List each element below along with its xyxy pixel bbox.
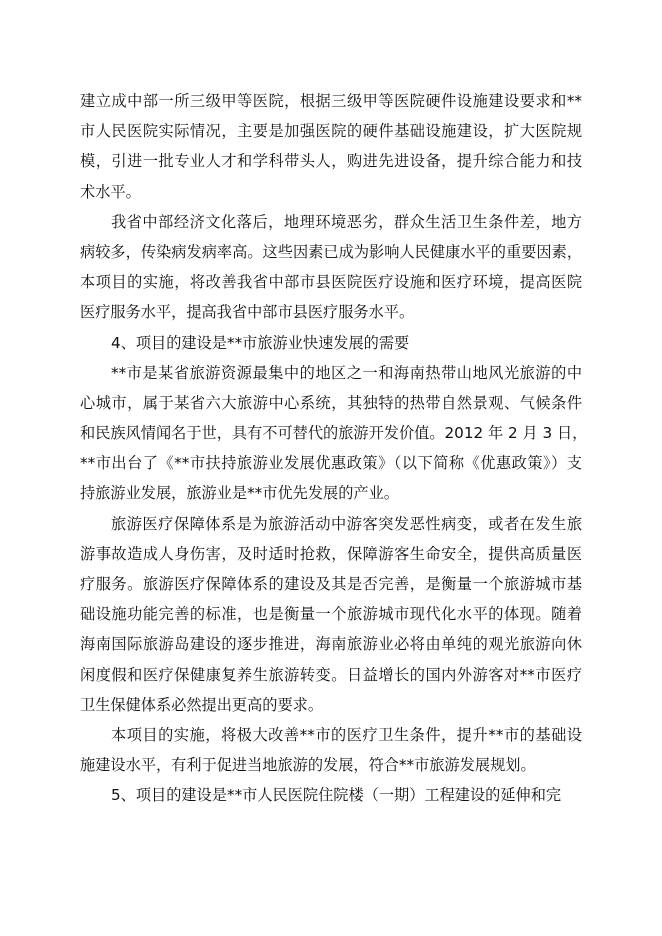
text-line: 本项目的实施，将改善我省中部市县医院医疗设施和医疗环境，提高医院 <box>80 273 582 292</box>
text-line: 和民族风情闻名于世，具有不可替代的旅游开发价值。2012 年 2 月 3 日， <box>80 424 588 443</box>
text-line: 闲度假和医疗保健康复养生旅游转变。日益增长的国内外游客对**市医疗 <box>80 665 582 684</box>
text-line: 施建设水平，有利于促进当地旅游的发展，符合**市旅游发展规划。 <box>80 756 536 775</box>
body-paragraph <box>80 720 582 780</box>
body-paragraph <box>80 207 582 328</box>
text-line: **市出台了《**市扶持旅游业发展优惠政策》（以下简称《优惠政策》）支 <box>80 454 582 473</box>
section-heading <box>80 328 582 358</box>
body-paragraph <box>80 509 582 720</box>
text-line: 旅游医疗保障体系是为旅游活动中游客突发恶性病变，或者在发生旅 <box>111 514 582 533</box>
text-line: 本项目的实施，将极大改善**市的医疗卫生条件，提升**市的基础设 <box>111 725 582 744</box>
document-body <box>80 86 588 811</box>
text-line: 心城市，属于某省六大旅游中心系统，其独特的热带自然景观、气候条件 <box>80 393 582 412</box>
text-line: **市是某省旅游资源最集中的地区之一和海南热带山地风光旅游的中 <box>111 363 582 382</box>
text-line: 4、项目的建设是**市旅游业快速发展的需要 <box>111 333 410 352</box>
text-line: 病较多，传染病发病率高。这些因素已成为影响人民健康水平的重要因素， <box>80 242 582 261</box>
body-paragraph <box>80 86 582 207</box>
text-line: 疗服务。旅游医疗保障体系的建设及其是否完善，是衡量一个旅游城市基 <box>80 575 582 593</box>
text-line: 建立成中部一所三级甲等医院，根据三级甲等医院硬件设施建设要求和** <box>80 92 582 110</box>
body-paragraph <box>80 358 588 509</box>
text-line: 海南国际旅游岛建设的逐步推进，海南旅游业必将由单纯的观光旅游向休 <box>80 635 582 654</box>
text-line: 我省中部经济文化落后，地理环境恶劣，群众生活卫生条件差，地方 <box>111 212 582 231</box>
text-line: 术水平。 <box>80 182 141 201</box>
text-line: 游事故造成人身伤害，及时适时抢救，保障游客生命安全，提供高质量医 <box>80 544 582 563</box>
text-line: 础设施功能完善的标准，也是衡量一个旅游城市现代化水平的体现。随着 <box>80 605 582 624</box>
text-line: 持旅游业发展，旅游业是**市优先发展的产业。 <box>80 484 399 503</box>
text-line: 市人民医院实际情况，主要是加强医院的硬件基础设施建设，扩大医院规 <box>80 122 582 141</box>
section-heading <box>80 780 582 810</box>
text-line: 医疗服务水平，提高我省中部市县医疗服务水平。 <box>80 303 415 322</box>
text-line: 模，引进一批专业人才和学科带头人，购进先进设备，提升综合能力和技 <box>80 152 582 171</box>
text-line: 卫生保健体系必然提出更高的要求。 <box>80 695 323 714</box>
text-line: 5、项目的建设是**市人民医院住院楼（一期）工程建设的延伸和完 <box>111 786 562 805</box>
